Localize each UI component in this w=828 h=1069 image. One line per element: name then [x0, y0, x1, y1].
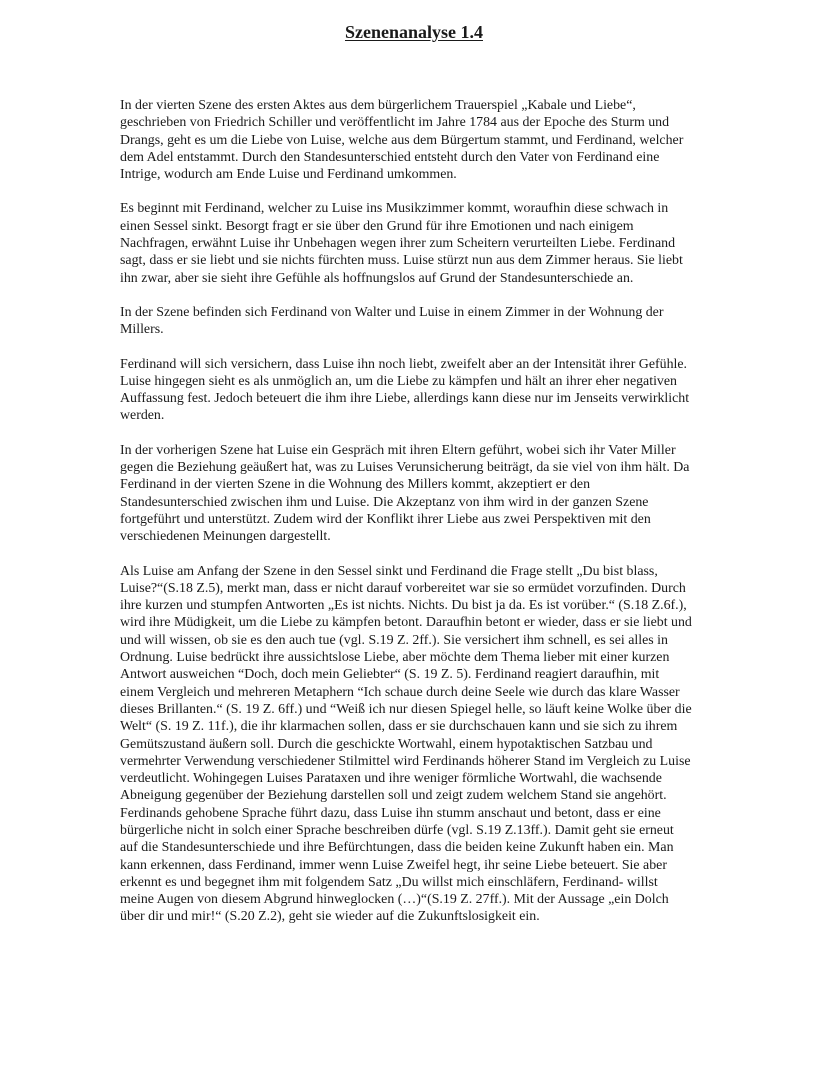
- paragraph-analysis: Als Luise am Anfang der Szene in den Sessel sinkt und Ferdinand die Frage stellt „Du bist blass, Luise?“(S.18 Z.5), merkt man, dass er nicht darauf vorbereitet war sie so ermüdet vorzufinden. Durch ihre kurzen und stumpfen Antworten „Es ist nichts. Nichts. Du bist ja da. Es ist vorüber.“ (S.18 Z.6f.), wird ihre Müdigkeit, um die Liebe zu kämpfen betont. Daraufhin betont er wieder, dass er sie liebt und und will wissen, ob sie es den auch tue (vgl. S.19 Z. 2ff.). Sie versichert ihm schnell, es sei alles in Ordnung. Luise bedrückt ihre aussichtslose Liebe, aber möchte dem Thema lieber mit einer kurzen Antwort ausweichen “Doch, doch mein Geliebter“ (S. 19 Z. 5). Ferdinand reagiert daraufhin, mit einem Vergleich und mehreren Metaphern “Ich schaue durch deine Seele wie durch das klare Wasser dieses Brillanten.“ (S. 19 Z. 6ff.) und “Weiß ich nur diesen Spiegel helle, so läuft keine Wolke über die Welt“ (S. 19 Z. 11f.), die ihr klarmachen sollen, dass er sie durchschauen kann und sie sich zu ihrem Gemütszustand äußern soll. Durch die geschickte Wortwahl, einem hypotaktischen Satzbau und vermehrter Verwendung verschiedener Stilmittel wird Ferdinands höherer Stand im Vergleich zu Luise verdeutlicht. Wohingegen Luises Parataxen und ihre weniger förmliche Wortwahl, die wachsende Abneigung gegenüber der Beziehung darstellen soll und zeigt zudem welchem Stand sie angehört. Ferdinands gehobene Sprache führt dazu, dass Luise ihn stumm anschaut und betont, dass er eine bürgerliche nicht in solch einer Sprache beschreiben dürfe (vgl. S.19 Z.13ff.). Damit geht sie erneut auf die Standesunterschiede und ihre Befürchtungen, dass die beiden keine Zukunft haben ein. Man kann erkennen, dass Ferdinand, immer wenn Luise Zweifel hegt, ihr seine Liebe beteuert. Sie aber erkennt es und begegnet ihm mit folgendem Satz „Du willst mich einschläfern, Ferdinand- willst meine Augen von diesem Abgrund hinweglocken (…)“(S.19 Z. 27ff.). Mit der Aussage „ein Dolch über dir und mir!“ (S.20 Z.2), geht sie wieder auf die Zukunftslosigkeit ein.: [120, 563, 692, 925]
- paragraph-introduction: In der vierten Szene des ersten Aktes aus dem bürgerlichem Trauerspiel „Kabale und Liebe“, geschrieben von Friedrich Schiller und veröffentlicht im Jahre 1784 aus der Epoche des Sturm und Drangs, geht es um die Liebe von Luise, welche aus dem Bürgertum stammt, und Ferdinand, welcher dem Adel entstammt. Durch den Standesunterschied entsteht durch den Vater von Ferdinand eine Intrige, wodurch am Ende Luise und Ferdinand umkommen.: [120, 98, 684, 183]
- paragraph-setting: In der Szene befinden sich Ferdinand von Walter und Luise in einem Zimmer in der Wohnung der Millers.: [120, 304, 664, 338]
- page-title: Szenenanalyse 1.4: [344, 22, 483, 42]
- document-body: [120, 97, 692, 943]
- paragraph-intentions: Ferdinand will sich versichern, dass Luise ihn noch liebt, zweifelt aber an der Intensität ihrer Gefühle. Luise hingegen sieht es als unmöglich an, um die Liebe zu kämpfen und hält an ihrer eher negativen Auffassung fest. Jedoch beteuert die ihm ihre Liebe, allerdings kann diese nur im Jenseits verwirklicht werden.: [120, 356, 690, 424]
- paragraph-context: In der vorherigen Szene hat Luise ein Gespräch mit ihren Eltern geführt, wobei sich ihr Vater Miller gegen die Beziehung geäußert hat, was zu Luises Verunsicherung beiträgt, da sie viel von ihm hält. Da Ferdinand in der vierten Szene in die Wohnung des Millers kommt, akzeptiert er den Standesunterschied zwischen ihm und Luise. Die Akzeptanz von ihm wird in der ganzen Szene fortgeführt und unterstützt. Zudem wird der Konflikt ihrer Liebe aus zwei Perspektiven mit den verschiedenen Meinungen dargestellt.: [120, 442, 690, 545]
- paragraph-summary: Es beginnt mit Ferdinand, welcher zu Luise ins Musikzimmer kommt, woraufhin diese schwach in einen Sessel sinkt. Besorgt fragt er sie über den Grund für ihre Emotionen und nach einigem Nachfragen, erwähnt Luise ihr Unbehagen wegen ihrer zum Scheitern verurteilten Liebe. Ferdinand sagt, dass er sie liebt und sie nichts fürchten muss. Luise stürzt nun aus dem Zimmer heraus. Sie liebt ihn zwar, aber sie sieht ihre Gefühle als hoffnungslos auf Grund der Standesunterschiede an.: [120, 201, 683, 286]
